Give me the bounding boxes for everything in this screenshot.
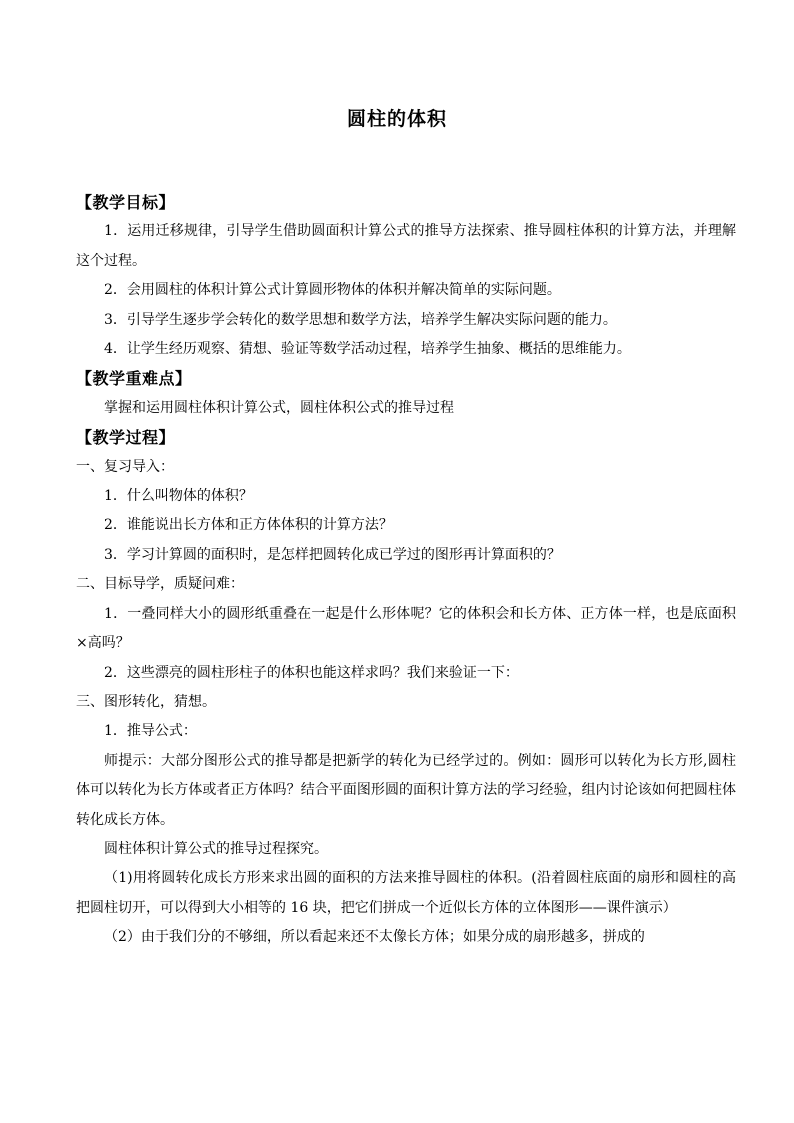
part-title: 二、目标导学，质疑问难： (76, 576, 244, 593)
objective-item: 3．引导学生逐步学会转化的数学思想和数学方法，培养学生解决实际问题的能力。 (104, 311, 617, 328)
objective-item: 4．让学生经历观察、猜想、验证等数学活动过程，培养学生抽象、概括的思维能力。 (104, 341, 631, 358)
paragraph: 圆柱体积计算公式的推导过程探究。 (104, 840, 328, 857)
paragraph: （2）由于我们分的不够细，所以看起来还不太像长方体；如果分成的扇形越多，拼成的 (104, 929, 645, 946)
list-item: 1．一叠同样大小的圆形纸重叠在一起是什么形体呢？它的体积会和长方体、正方体一样，也是底面积×高吗？ (76, 605, 736, 652)
list-item: 2．谁能说出长方体和正方体体积的计算方法？ (104, 517, 393, 534)
paragraph: （1)用将圆转化成长方形来求出圆的面积的方法来推导圆柱的体积。(沿着圆柱底面的扇形和圆柱的高把圆柱切开，可以得到大小相等的 16 块，把它们拼成一个近似长方体的立体图形——课件演示） (76, 870, 736, 916)
section-heading-process: 【教学过程】 (76, 428, 176, 448)
page-title: 圆柱的体积 (346, 108, 447, 130)
sub-heading: 1．推导公式： (104, 723, 197, 740)
key-points-text: 掌握和运用圆柱体积计算公式，圆柱体积公式的推导过程 (104, 399, 454, 416)
objective-item: 1．运用迁移规律，引导学生借助圆面积计算公式的推导方法探索、推导圆柱体积的计算方法，并理解这个过程。 (76, 223, 736, 269)
list-item: 1．什么叫物体的体积？ (104, 488, 253, 505)
section-heading-objectives: 【教学目标】 (76, 193, 176, 212)
paragraph: 师提示：大部分图形公式的推导都是把新学的转化为已经学过的。例如：圆形可以转化为长方形,圆柱体可以转化为长方体或者正方体吗？结合平面图形圆的面积计算方法的学习经验，组内讨论该如何把圆柱体转化成长方体。 (76, 752, 736, 828)
part-title: 三、图形转化，猜想。 (76, 693, 216, 710)
part-title: 一、复习导入： (76, 458, 174, 475)
list-item: 2．这些漂亮的圆柱形柱子的体积也能这样求吗？我们来验证一下： (104, 664, 519, 681)
list-item: 3．学习计算圆的面积时，是怎样把圆转化成已学过的图形再计算面积的？ (104, 546, 561, 563)
objective-item: 2．会用圆柱的体积计算公式计算圆形物体的体积并解决简单的实际问题。 (104, 282, 561, 299)
section-heading-key-points: 【教学重难点】 (76, 369, 192, 389)
document-body (76, 188, 736, 953)
